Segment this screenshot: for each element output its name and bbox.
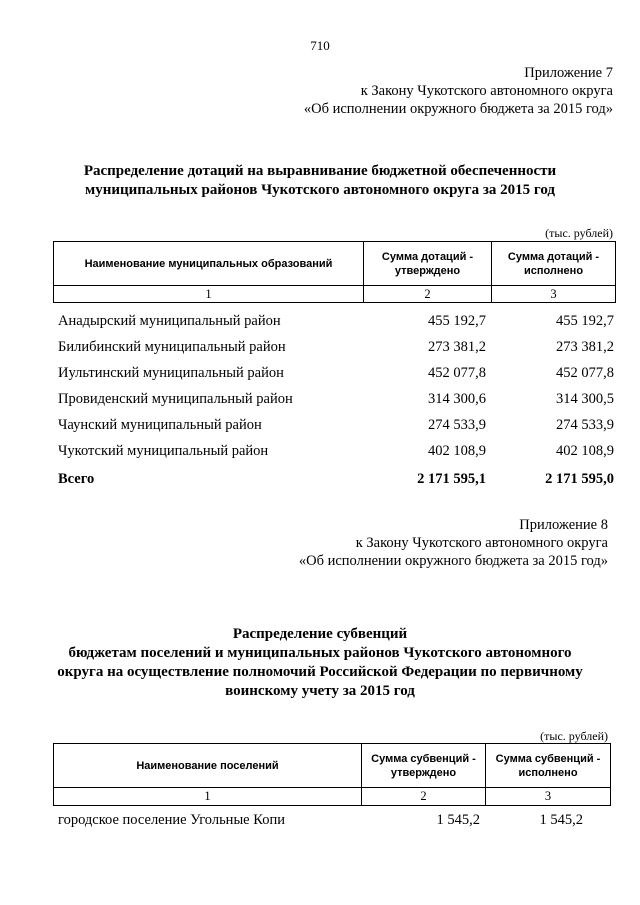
title-line: округа на осуществление полномочий Российской Федерации по первичному: [57, 664, 583, 680]
title-line: воинскому учету за 2015 год: [225, 683, 415, 699]
column-number: 1: [54, 286, 364, 303]
appendix-title: Приложение 8: [519, 517, 608, 533]
row-approved: 273 381,2: [428, 338, 486, 355]
appendix-title: Приложение 7: [524, 65, 613, 81]
appendix-law: к Закону Чукотского автономного округа: [360, 83, 613, 99]
column-number: 2: [364, 286, 492, 303]
row-approved: 452 077,8: [428, 364, 486, 381]
row-approved: 274 533,9: [428, 416, 486, 433]
appendix-law-name: «Об исполнении окружного бюджета за 2015 год»: [298, 553, 608, 569]
row-name: Чукотский муниципальный район: [58, 442, 269, 459]
column-header-executed: Сумма дотаций - исполнено: [492, 242, 616, 286]
row-name: Чаунский муниципальный район: [58, 416, 262, 433]
row-approved: 314 300,6: [428, 390, 486, 407]
row-executed: 1 545,2: [539, 811, 583, 828]
row-executed: 452 077,8: [556, 364, 614, 381]
column-number: 1: [54, 788, 362, 806]
section-2-data-table: [58, 808, 583, 832]
total-label: Всего: [58, 470, 95, 487]
section-2-title: [0, 625, 640, 701]
table-row: [58, 412, 614, 438]
column-number: 2: [362, 788, 486, 806]
row-executed: 455 192,7: [556, 312, 614, 329]
table-row: [58, 438, 614, 464]
section-2-header-table: [53, 743, 611, 806]
row-executed: 314 300,5: [556, 390, 614, 407]
column-header-name: Наименование муниципальных образований: [54, 242, 364, 286]
appendix-law-name: «Об исполнении окружного бюджета за 2015 год»: [303, 101, 613, 117]
row-executed: 274 533,9: [556, 416, 614, 433]
units-label: (тыс. рублей): [540, 729, 608, 743]
row-approved: 1 545,2: [436, 811, 480, 828]
row-name: Иультинский муниципальный район: [58, 364, 284, 381]
row-name: городское поселение Угольные Копи: [58, 811, 285, 828]
title-line: Распределение дотаций на выравнивание бюджетной обеспеченности: [83, 163, 557, 179]
units-label: (тыс. рублей): [545, 226, 613, 240]
table-row: [58, 386, 614, 412]
page-number: 710: [310, 38, 330, 53]
row-executed: 273 381,2: [556, 338, 614, 355]
table-row: [58, 334, 614, 360]
appendix-8-caption: [299, 516, 608, 570]
total-executed: 2 171 595,0: [545, 470, 614, 487]
section-1-data-table: [58, 308, 614, 494]
appendix-7-caption: [304, 64, 613, 118]
total-approved: 2 171 595,1: [417, 470, 486, 487]
column-header-executed: Сумма субвенций - исполнено: [486, 744, 611, 788]
row-approved: 402 108,9: [428, 442, 486, 459]
column-header-name: Наименование поселений: [54, 744, 362, 788]
section-1-header-table: [53, 241, 616, 303]
table-row: [58, 308, 614, 334]
row-name: Провиденский муниципальный район: [58, 390, 293, 407]
title-line: Распределение субвенций: [232, 626, 408, 642]
title-line: муниципальных районов Чукотского автономного округа за 2015 год: [85, 182, 555, 198]
row-name: Билибинский муниципальный район: [58, 338, 286, 355]
column-header-approved: Сумма дотаций - утверждено: [364, 242, 492, 286]
table-row: [58, 808, 583, 832]
table-total-row: [58, 464, 614, 494]
row-name: Анадырский муниципальный район: [58, 312, 281, 329]
table-row: [58, 360, 614, 386]
appendix-law: к Закону Чукотского автономного округа: [355, 535, 608, 551]
row-approved: 455 192,7: [428, 312, 486, 329]
column-number: 3: [486, 788, 611, 806]
section-1-title: [0, 162, 640, 200]
row-executed: 402 108,9: [556, 442, 614, 459]
column-number: 3: [492, 286, 616, 303]
column-header-approved: Сумма субвенций - утверждено: [362, 744, 486, 788]
title-line: бюджетам поселений и муниципальных районов Чукотского автономного: [68, 645, 572, 661]
